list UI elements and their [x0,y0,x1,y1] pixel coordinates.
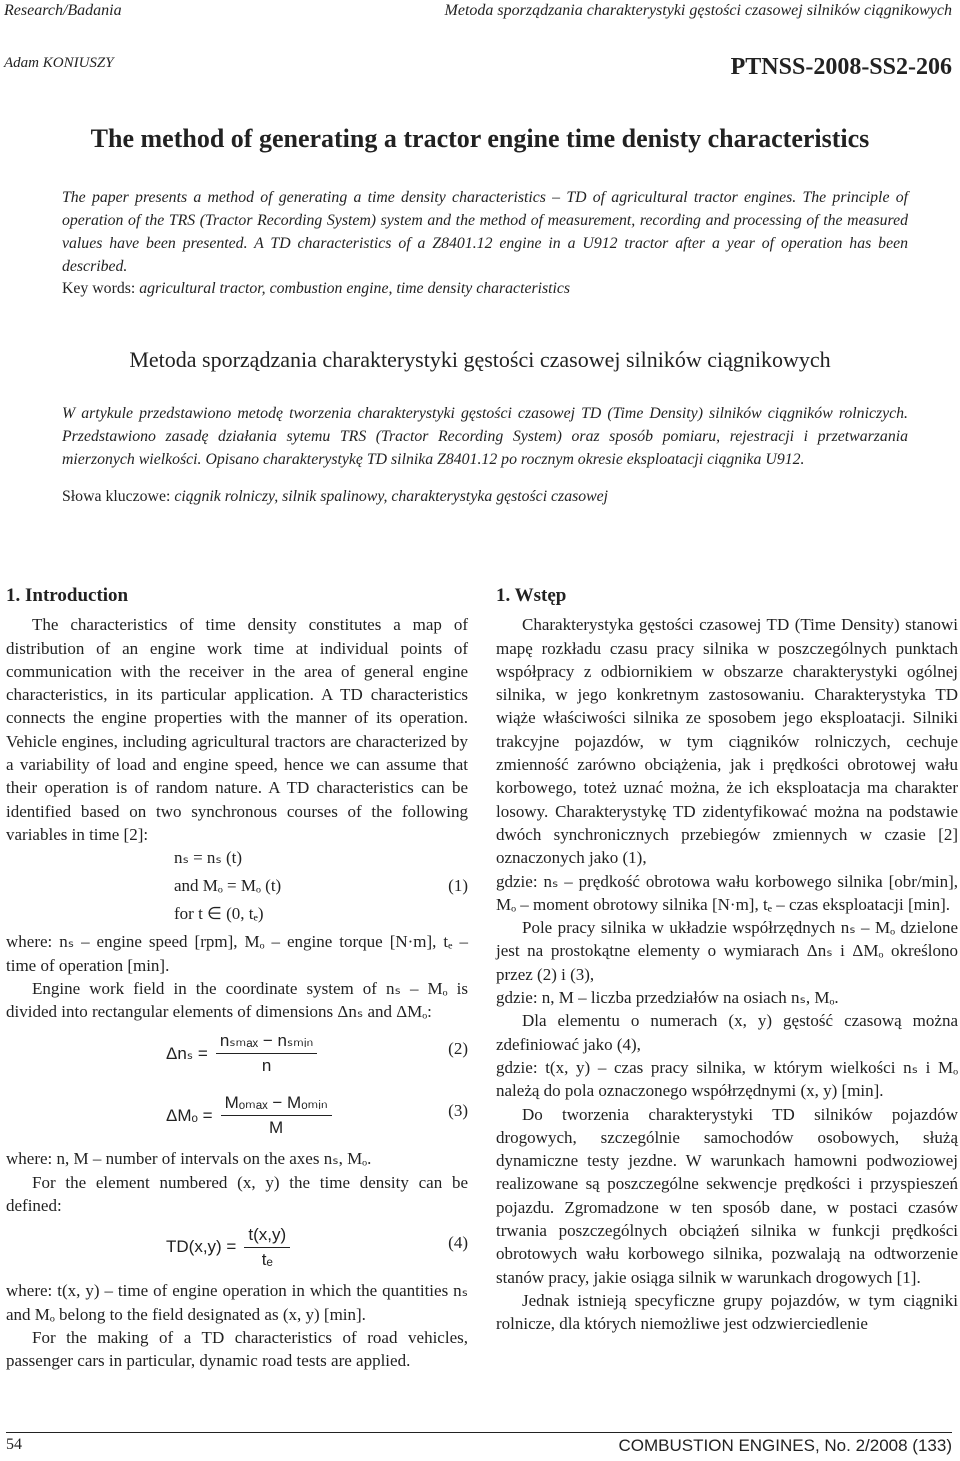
equation-1-line-3: for t ∈ (0, tₑ) [174,904,264,924]
equation-4: TD(x,y) = $\frac{t(x,y)}{\text{tₑ}}$ (4) [166,1225,468,1269]
equation-number: (2) [448,1039,468,1059]
column-left [6,584,468,1373]
section-heading-polish: 1. Wstęp [496,585,567,606]
paragraph: Do tworzenia charakterystyki TD silników pojazdów drogowych, szczególnie samochodów osobowych, służą dynamiczne testy jezdne. W warunkach hamowni podwoziowej realizowane są poszczególne sekwencje prędkości i przyspieszeń pojazdu. Zgromadzone w ten sposób dane, w postaci czasów trwania poszczególnych obciążeń silnika w funkcji prędkości obrotowych wału korbowego silnika, pozwalają na odtworzenie stanów pracy, jakie osiąga silnik w warunkach drogowych [1]. [496,1104,958,1287]
footer-rule [6,1432,952,1433]
paragraph: gdzie: nₛ – prędkość obrotowa wału korbowego silnika [obr/min], Mₒ – moment obrotowy silnika [N·m], tₑ – czas eksploatacji [min]. [496,871,958,914]
equation-3: ΔMₒ = $\frac{\text{Mₒₘₐₓ − Mₒₘᵢₙ}}{M}$ (3) [166,1093,468,1137]
paragraph: Pole pracy silnika w układzie współrzędnych nₛ – Mₒ dzielone jest na prostokątne elementy o wymiarach Δnₛ i ΔMₒ określono przez (2) i (3), [496,918,958,984]
column-right [496,584,958,1336]
paragraph: For the making of a TD characteristics of road vehicles, passenger cars in particular, dynamic road tests are applied. [6,1327,468,1371]
paragraph: where: nₛ – engine speed [rpm], Mₒ – engine torque [N·m], tₑ – time of operation [min]. [6,932,468,975]
keywords-label-polish: Słowa kluczowe: [62,488,171,505]
paragraph: Charakterystyka gęstości czasowej TD (Time Density) stanowi mapę rozkładu czasu pracy silnika w poszczególnych punktach współpracy z odbiornikiem w obszarze charakterystyki ogólnej silnika, w jego konkretnym zastosowaniu. Charakterystyka TD wiąże właściwości silnika ze sposobem jego eksploatacji. Silniki trakcyjne pojazdów, w tym ciągników rolniczych, cechuje zmienność zarówno obciążenia, jak i prędkości obrotowej wału korbowego, toteż uznać można, że ich eksploatacja ma charakter losowy. Charakterystykę TD zidentyfikować można na podstawie dwóch synchronicznych przebiegów zmiennych w czasie [2] oznaczonych jako (1), [496,615,958,868]
paragraph: where: n, M – number of intervals on the axes nₛ, Mₒ. [6,1149,372,1169]
paragraph: where: t(x, y) – time of engine operation in which the quantities nₛ and Mₒ belong to the field designated as (x, y) [min]. [6,1281,468,1324]
page-number: 54 [6,1436,22,1453]
paper-code: PTNSS-2008-SS2-206 [730,54,952,80]
equation-1-line-2: and Mₒ = Mₒ (t) (1) [6,874,468,902]
paragraph: Dla elementu o numerach (x, y) gęstość czasową można zdefiniować jako (4), [496,1011,958,1054]
journal-name: COMBUSTION ENGINES, No. 2/2008 (133) [618,1436,952,1455]
paper-title: The method of generating a tractor engine time denisty characteristics [90,124,870,153]
equation-2: Δnₛ = $\frac{\text{nₛₘₐₓ − nₛₘᵢₙ}}{n}$ (2) [166,1031,468,1075]
author-name: Adam KONIUSZY [4,55,114,71]
keywords-value-polish: ciągnik rolniczy, silnik spalinowy, charakterystyka gęstości czasowej [174,488,609,505]
keywords-polish [62,488,608,506]
equation-number: (3) [448,1101,468,1121]
paragraph: Engine work field in the coordinate system of nₛ – Mₒ is divided into rectangular elements of dimensions Δnₛ and ΔMₒ: [6,978,468,1022]
equation-number: (4) [448,1233,468,1253]
abstract-english: The paper presents a method of generating a time density characteristics – TD of agricultural tractor engines. The principle of operation of the TRS (Tractor Recording System) system and the method of measurement, recording and processing of the measured values have been presented. A TD characteristics of a Z8401.12 engine in a U912 tractor after a year of operation has been described. [62,189,908,275]
equation-number: (1) [448,876,468,896]
equation-1-line-1: nₛ = nₛ (t) [174,848,243,868]
paragraph: For the element numbered (x, y) the time density can be defined: [6,1172,468,1216]
paragraph: gdzie: t(x, y) – czas pracy silnika, w którym wielkości nₛ i Mₒ należą do pola oznaczonego współrzędnymi (x, y) [min]. [496,1057,958,1101]
paragraph: Jednak istnieją specyficzne grupy pojazdów, w tym ciągniki rolnicze, dla których niemożliwe jest odzwierciedlenie [496,1290,958,1334]
abstract-polish: W artykule przedstawiono metodę tworzenia charakterystyki gęstości czasowej TD (Time Density) silników ciągników rolniczych. Przedstawiono zasadę działania sytemu TRS (Tractor Recording System) oraz sposób pomiaru, rejestracji i przetwarzania mierzonych wielkości. Opisano charakterystykę TD silnika Z8401.12 po rocznym okresie eksploatacji ciągnika U912. [62,405,908,468]
keywords-value: agricultural tractor, combustion engine, time density characteristics [139,280,571,297]
running-header-left: Research/Badania [4,2,122,19]
paragraph: gdzie: n, M – liczba przedziałów na osiach nₛ, Mₒ. [496,988,839,1008]
running-header-right: Metoda sporządzania charakterystyki gęstości czasowej silników ciągnikowych [444,2,952,19]
keywords-label: Key words: [62,280,136,297]
paragraph: The characteristics of time density constitutes a map of distribution of an engine work time at individual points of communication with the receiver in the area of general engine characteristics, in its particular application. A TD characteristics connects the engine properties with the manner of its operation. Vehicle engines, including agricultural tractors are characterized by a variability of load and engine speed, hence we can assume that their operation is of random nature. A TD characteristics can be identified based on two synchronous courses of the following variables in time [2]: [6,615,468,844]
section-heading: 1. Introduction [6,585,129,606]
keywords-english [62,280,570,298]
paper-title-polish: Metoda sporządzania charakterystyki gęstości czasowej silników ciągnikowych [129,347,831,372]
